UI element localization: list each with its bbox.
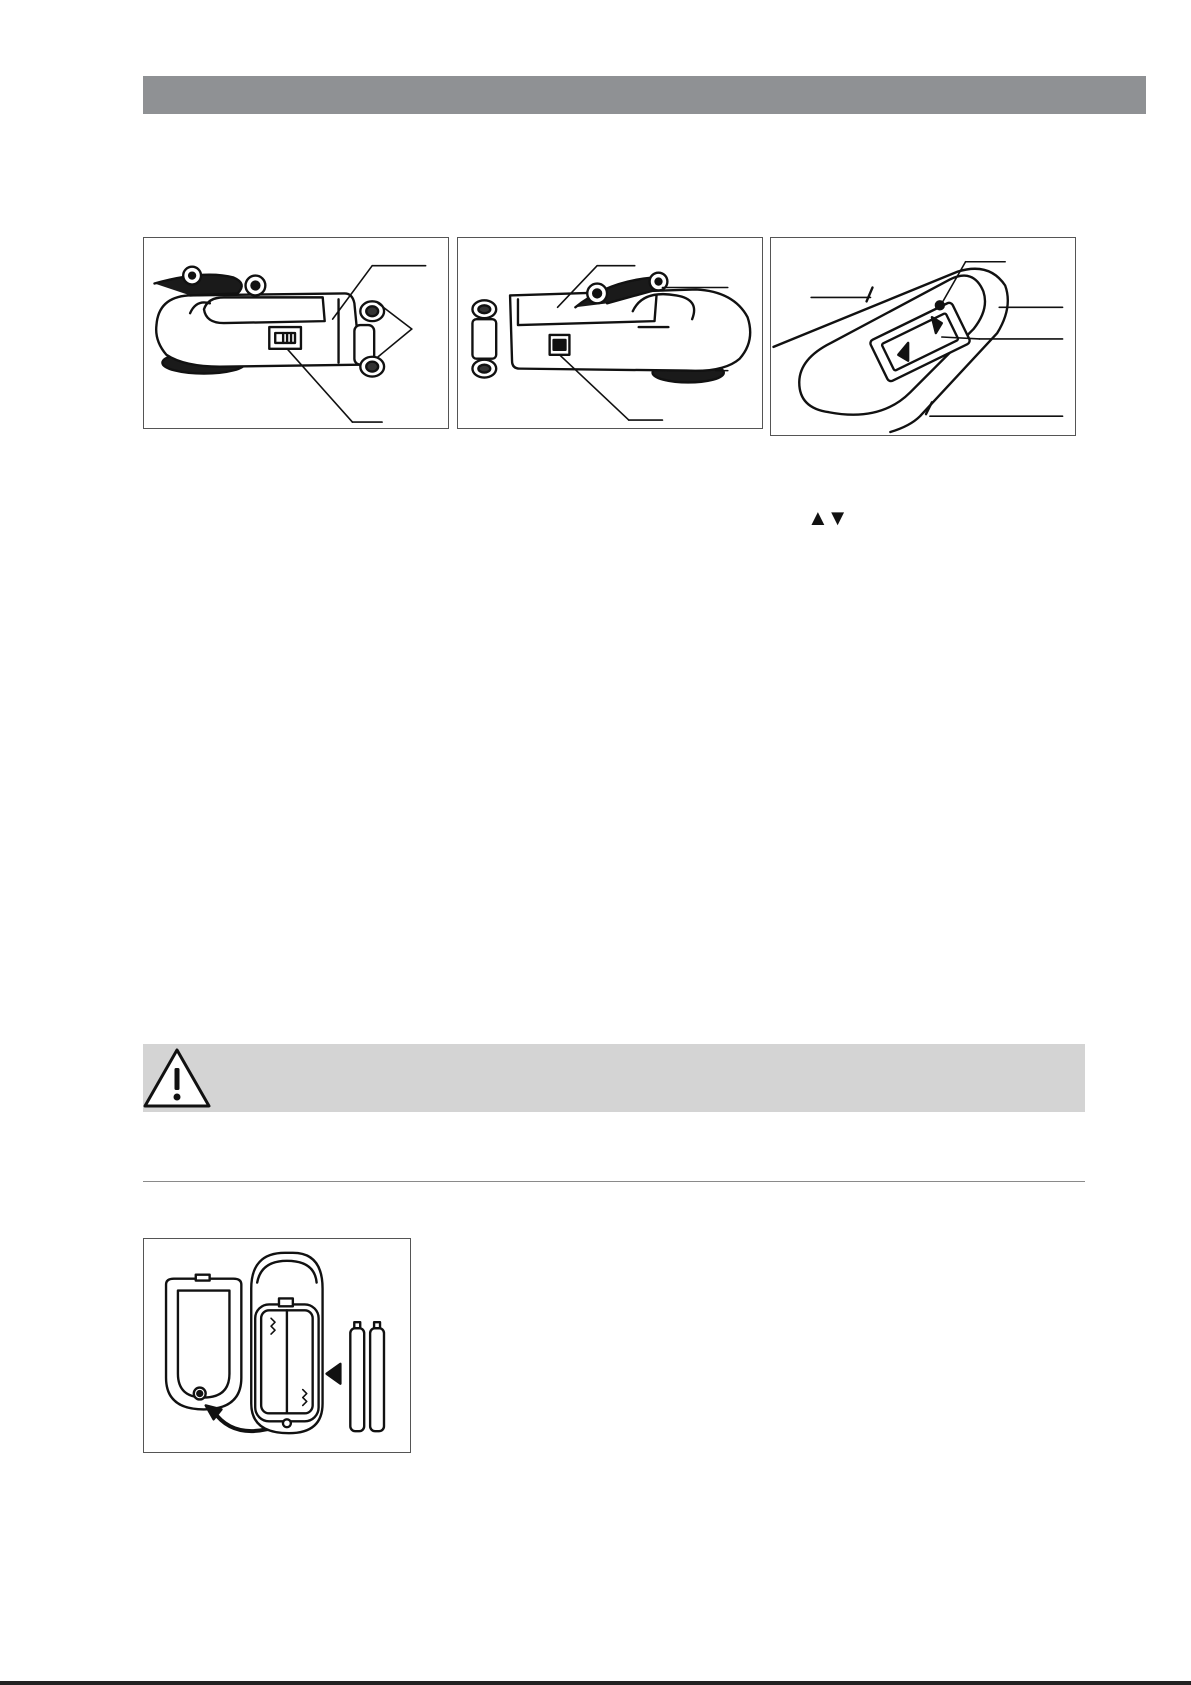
robot-left-figure: [143, 237, 449, 429]
up-down-arrows-symbol: ▲▼: [807, 505, 847, 530]
warning-triangle-icon: [143, 1044, 213, 1112]
robot-side-view-right-illustration: [458, 238, 762, 428]
remote-control-figure: [770, 237, 1076, 436]
section-divider: [143, 1181, 1085, 1182]
robot-side-view-left-illustration: [144, 238, 448, 428]
page-bottom-edge: [0, 1681, 1191, 1685]
robot-right-figure: [457, 237, 763, 429]
battery-compartment-illustration: [144, 1239, 410, 1452]
warning-banner: [143, 1044, 1085, 1112]
remote-control-illustration: [771, 238, 1075, 435]
battery-figure: [143, 1238, 411, 1453]
section-header-bar: [143, 76, 1146, 114]
